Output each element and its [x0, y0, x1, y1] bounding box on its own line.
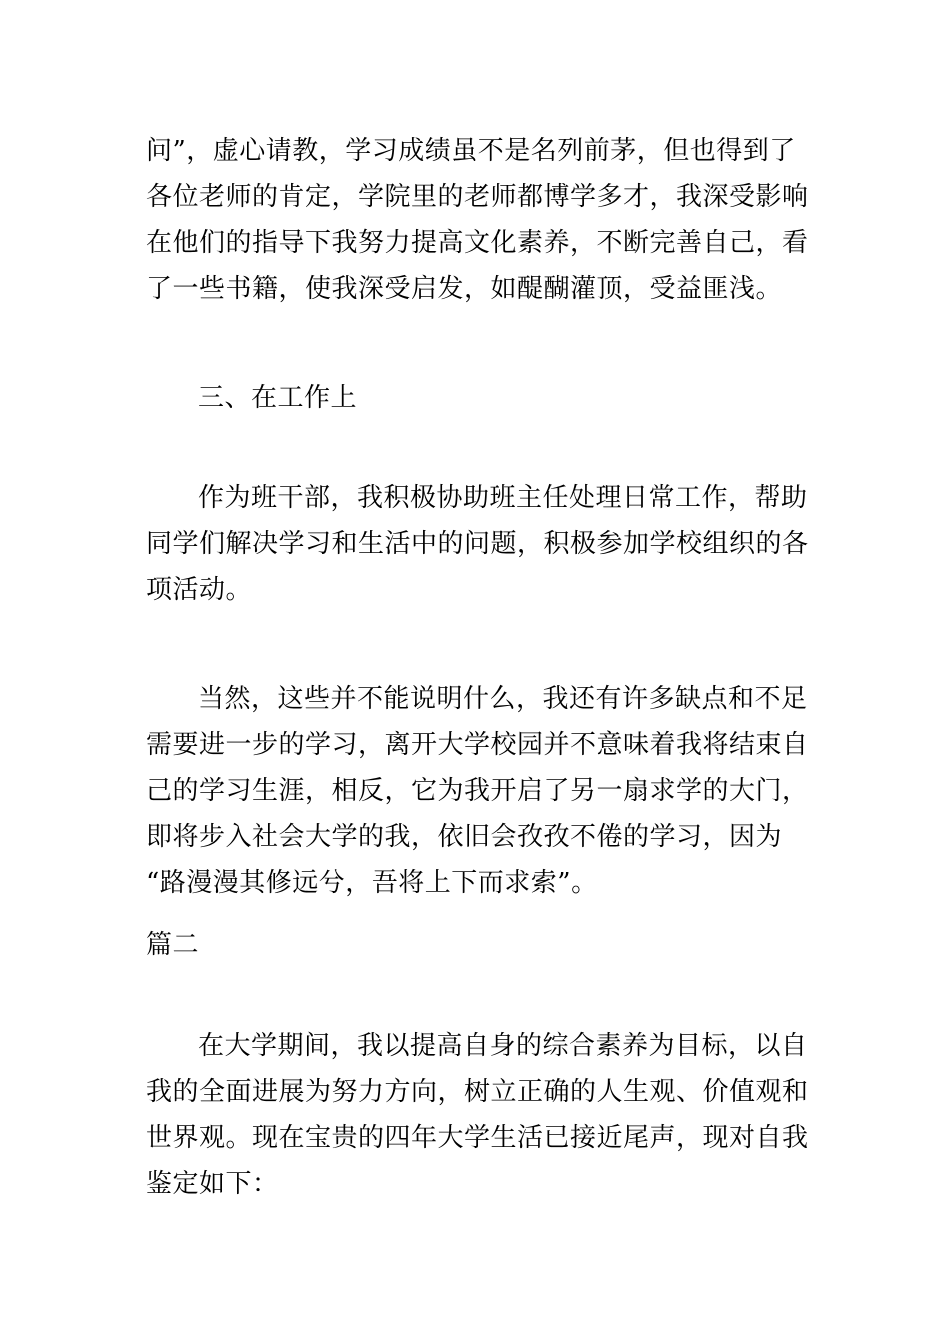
text-line: 问”，虚心请教，学习成绩虽不是名列前茅，但也得到了: [146, 136, 796, 166]
text-line: 世界观。现在宝贵的四年大学生活已接近尾声，现对自我: [146, 1123, 809, 1153]
text-line: 在他们的指导下我努力提高文化素养，不断完善自己，看: [146, 228, 809, 258]
text-line: 了一些书籍，使我深受启发，如醍醐灌顶，受益匪浅。: [146, 274, 783, 304]
text-line: 同学们解决学习和生活中的问题，积极参加学校组织的各: [146, 529, 809, 559]
heading-text: 三、在工作上: [198, 383, 358, 413]
text-line: 需要进一步的学习，离开大学校园并不意味着我将结束自: [146, 730, 809, 760]
text-line: 当然，这些并不能说明什么，我还有许多缺点和不足: [198, 684, 808, 714]
text-line: 鉴定如下：: [146, 1169, 279, 1199]
text-line: “路漫漫其修远兮，吾将上下而求索”。: [146, 868, 598, 898]
heading-work: [146, 375, 808, 421]
text-line: 在大学期间，我以提高自身的综合素养为目标，以自: [198, 1031, 808, 1061]
paragraph-intro-part2: [146, 1023, 808, 1207]
text-line: 即将步入社会大学的我，依旧会孜孜不倦的学习，因为: [146, 822, 783, 852]
paragraph-study-continued: [146, 128, 808, 312]
text-line: 我的全面进展为努力方向，树立正确的人生观、价值观和: [146, 1077, 809, 1107]
section-title: [146, 922, 808, 968]
text-line: 己的学习生涯，相反，它为我开启了另一扇求学的大门，: [146, 776, 809, 806]
text-line: 作为班干部，我积极协助班主任处理日常工作，帮助: [198, 483, 808, 513]
text-line: 项活动。: [146, 575, 253, 605]
paragraph-conclusion: [146, 676, 808, 906]
text-line: 各位老师的肯定，学院里的老师都博学多才，我深受影响: [146, 182, 809, 212]
section-title-text: 篇二: [146, 930, 200, 960]
paragraph-work: [146, 475, 808, 613]
